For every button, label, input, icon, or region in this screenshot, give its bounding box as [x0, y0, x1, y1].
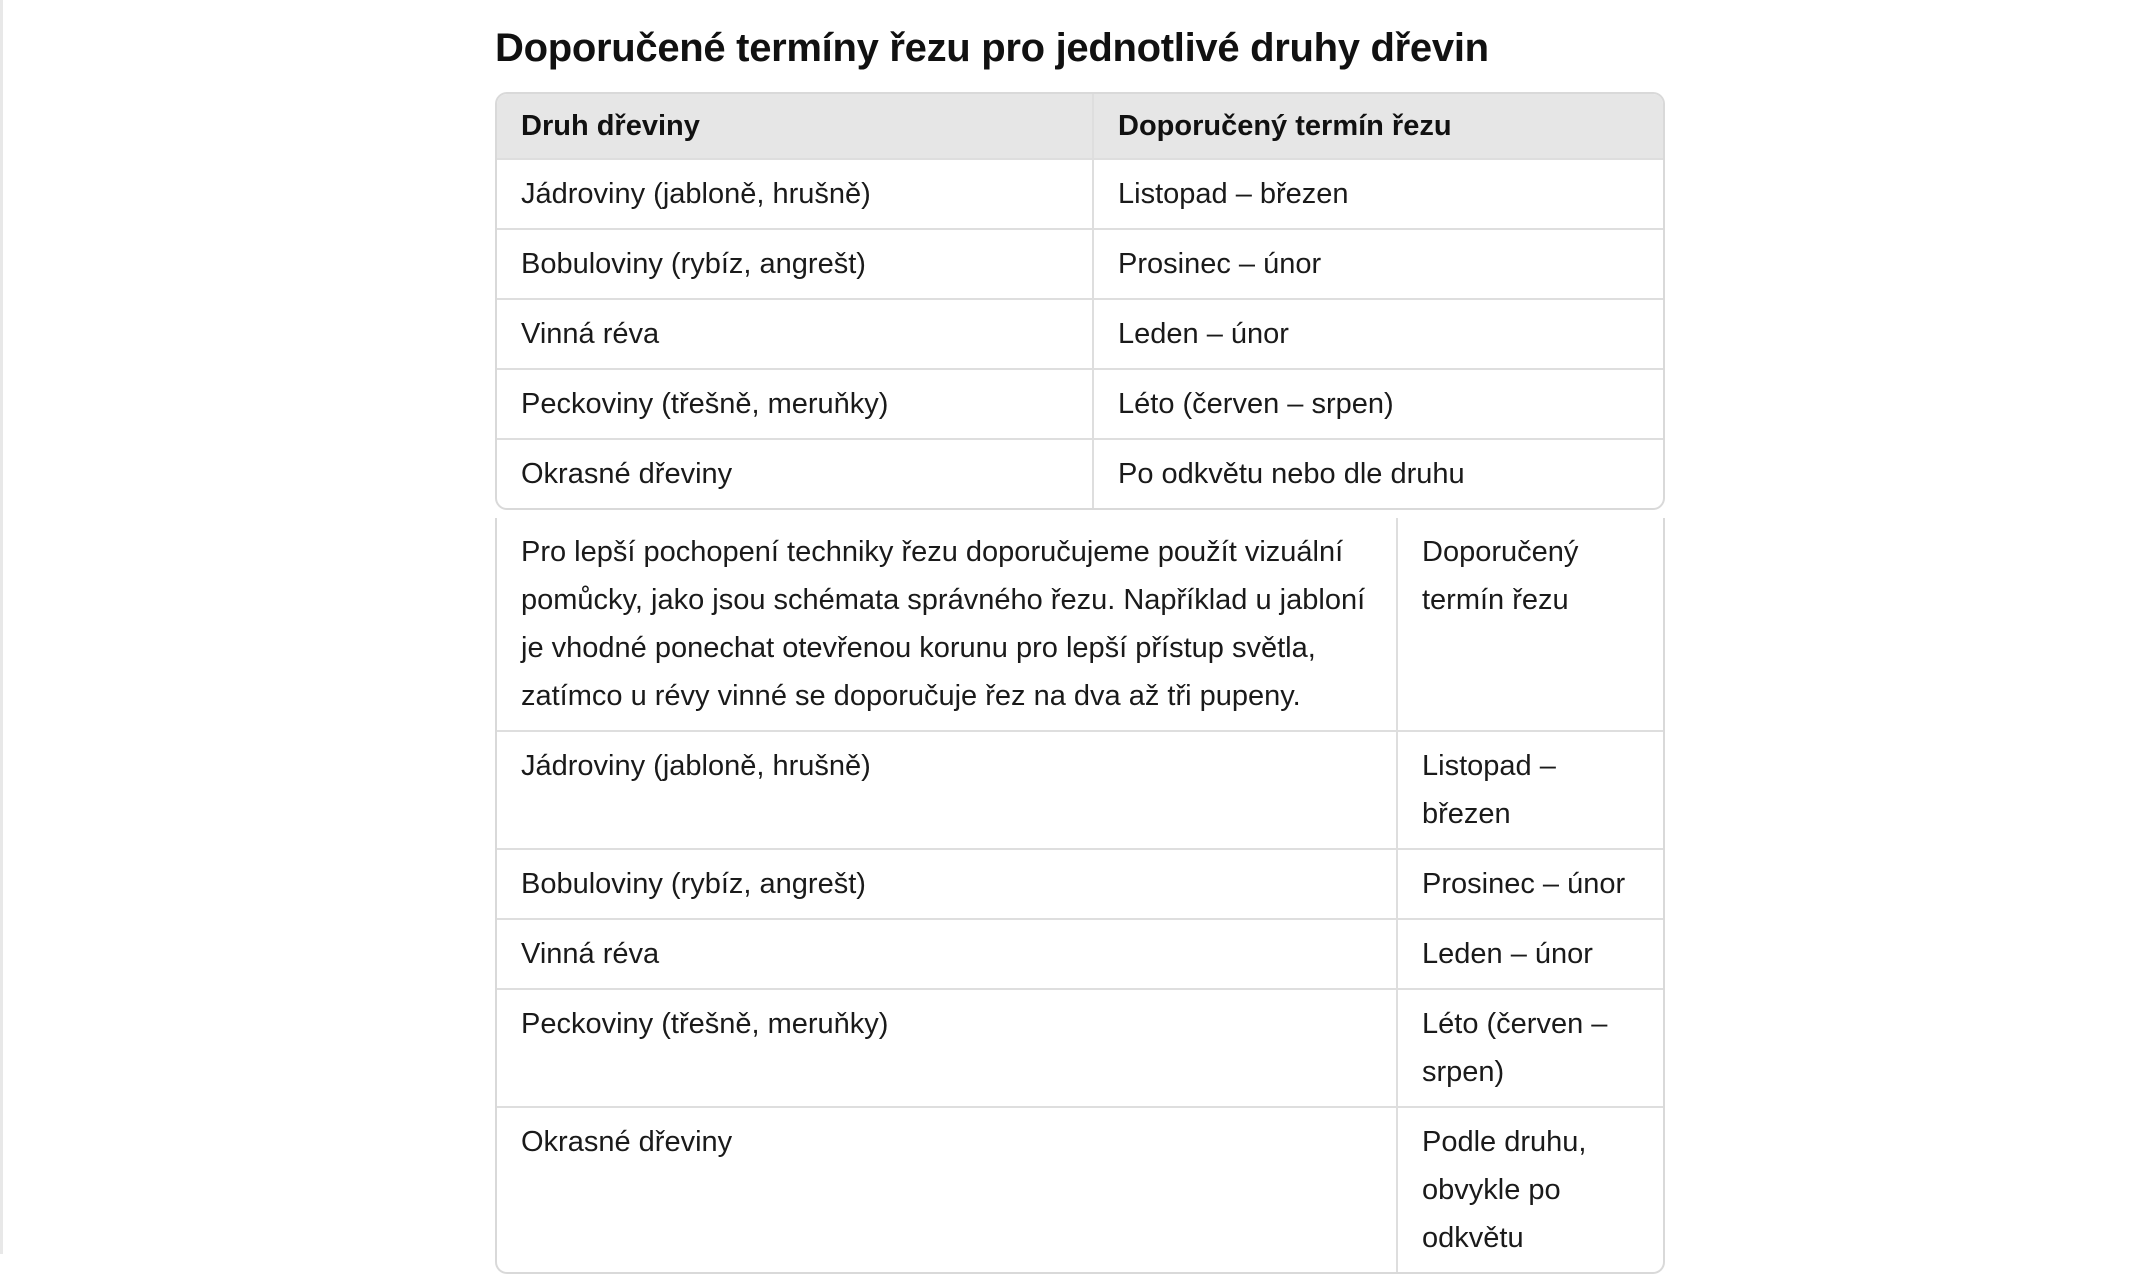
species-cell: Vinná réva: [497, 919, 1397, 989]
table-row: [497, 1107, 1663, 1272]
pruning-time-cell: Po odkvětu nebo dle druhu: [1093, 439, 1663, 508]
pruning-time-cell: Léto (červen – srpen): [1093, 369, 1663, 439]
table-row: [497, 989, 1663, 1107]
pruning-time-cell: Prosinec – únor: [1093, 229, 1663, 299]
page-title: Doporučené termíny řezu pro jednotlivé druhy dřevin: [495, 26, 1489, 70]
species-cell: Vinná réva: [497, 299, 1093, 369]
page-left-border: [0, 0, 3, 1254]
table-row: [497, 849, 1663, 919]
pruning-time-cell: Listopad – březen: [1093, 159, 1663, 229]
header-species: Druh dřeviny: [497, 94, 1093, 159]
species-cell: Bobuloviny (rybíz, angrešt): [497, 849, 1397, 919]
species-cell: Okrasné dřeviny: [521, 458, 733, 490]
table-row: [497, 229, 1663, 299]
pruning-time-cell: Léto (červen – srpen): [1397, 989, 1663, 1107]
table-row: [497, 439, 1663, 508]
header-pruning-time: Doporučený termín řezu: [1093, 94, 1663, 159]
explanatory-text-cell: Pro lepší pochopení techniky řezu doporučujeme použít vizuální pomůcky, jako jsou schémata správného řezu. Například u jabloní je vhodné ponechat otevřenou korunu pro lepší přístup světla, zatímco u révy vinné se doporučuje řez na dva až tři pupeny.: [497, 518, 1397, 731]
species-cell: Peckoviny (třešně, meruňky): [497, 989, 1397, 1107]
pruning-time-cell: Doporučený termín řezu: [1397, 518, 1663, 731]
species-cell: Jádroviny (jabloně, hrušně): [497, 159, 1093, 229]
pruning-time-cell: Prosinec – únor: [1397, 849, 1663, 919]
table-row: [497, 159, 1663, 229]
species-cell: Jádroviny (jabloně, hrušně): [497, 731, 1397, 849]
document-content: [495, 20, 1665, 1274]
pruning-table-secondary: [495, 518, 1665, 1274]
table-row: [497, 731, 1663, 849]
pruning-time-cell: Podle druhu, obvykle po odkvětu: [1397, 1107, 1663, 1272]
species-cell: Bobuloviny (rybíz, angrešt): [497, 229, 1093, 299]
pruning-time-cell: Listopad – březen: [1397, 731, 1663, 849]
species-cell: Peckoviny (třešně, meruňky): [497, 369, 1093, 439]
pruning-time-cell: Leden – únor: [1093, 299, 1663, 369]
table-row: [497, 518, 1663, 731]
table-header-row: [497, 94, 1663, 159]
species-cell: Okrasné dřeviny: [521, 1126, 733, 1158]
table-row: [497, 919, 1663, 989]
pruning-time-cell: Leden – únor: [1397, 919, 1663, 989]
pruning-table-primary: [495, 92, 1665, 510]
table-row: [497, 369, 1663, 439]
table-row: [497, 299, 1663, 369]
